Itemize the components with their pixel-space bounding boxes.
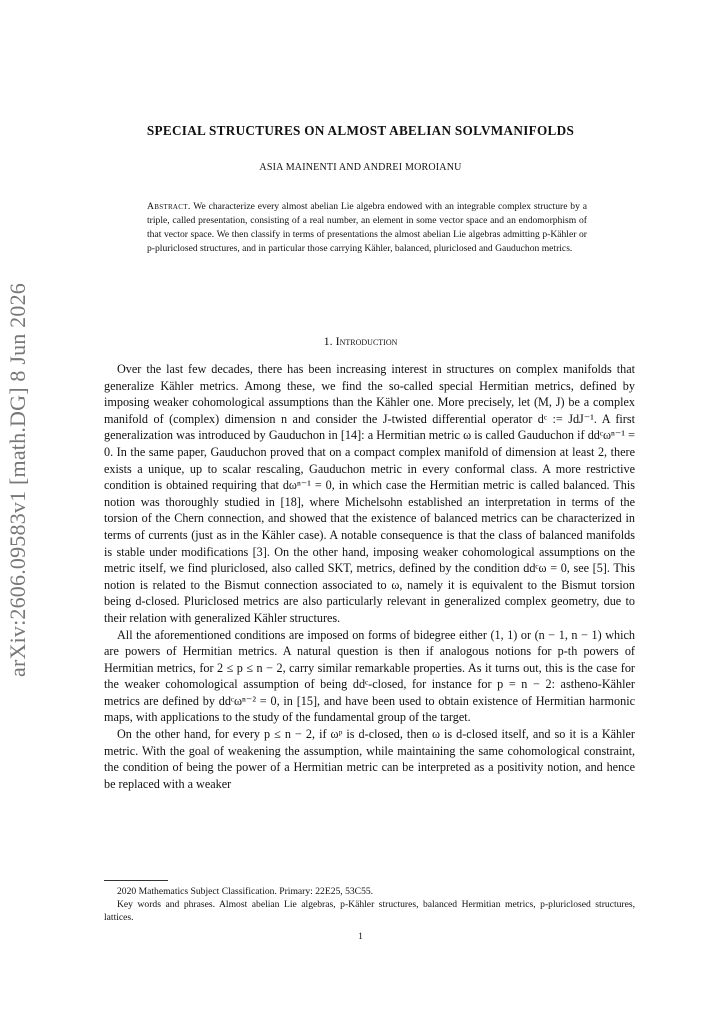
paper-title: SPECIAL STRUCTURES ON ALMOST ABELIAN SOLVMANIFOLDS: [146, 123, 575, 138]
arxiv-identifier-stamp: arXiv:2606.09583v1 [math.DG] 8 Jun 2026: [5, 283, 30, 677]
paragraph-2: All the aforementioned conditions are imposed on forms of bidegree either (1, 1) or (n − 1, n − 1) which are powers of Hermitian metrics. A natural question is then if analogous notions for p-th powers of Hermitian metrics, for 2 ≤ p ≤ n − 2, carry similar remarkable properties. As it turns out, this is the case for the weaker cohomological assumption of being ddᶜ-closed, for instance for p = n − 2: astheno-Kähler metrics are defined by ddᶜωⁿ⁻² = 0, in [15], and have been used to obtain existence of Hermitian harmonic maps, with applications to the study of the fundamental group of the target.: [104, 627, 635, 725]
footnote-divider: [104, 880, 168, 881]
paper-authors: ASIA MAINENTI AND ANDREI MOROIANU: [259, 162, 462, 173]
paragraph-1: Over the last few decades, there has been increasing interest in structures on complex manifolds that generalize Kähler metrics. Among these, we find the so-called special Hermitian metrics, defined by imposing weaker cohomological assumptions than the Kähler one. More precisely, let (M, J) be a complex manifold of (complex) dimension n and consider the J-twisted differential operator dᶜ := JdJ⁻¹. A first generalization was introduced by Gauduchon in [14]: a Hermitian metric ω is called Gauduchon if ddᶜωⁿ⁻¹ = 0. In the same paper, Gauduchon proved that on a compact complex manifold of dimension at least 2, there exists a unique, up to scalar rescaling, Gauduchon metric in every conformal class. A more restrictive condition is obtained requiring that dωⁿ⁻¹ = 0, in which case the Hermitian metric is called balanced. This notion was thoroughly studied in [18], where Michelsohn established an interpretation in terms of the torsion of the Chern connection, and showed that the existence of balanced metrics can be characterized in terms of currents (just as in the Kähler case). A notable consequence is that the class of balanced manifolds is stable under modifications [3]. On the other hand, imposing weaker cohomological assumptions on the metric itself, we find pluriclosed, also called SKT, metrics, defined by the condition ddᶜω = 0, see [5]. This notion is related to the Bismut connection associated to ω, namely it is equivalent to the Bismut torsion being d-closed. Pluriclosed metrics are also particularly relevant in generalized complex geometry, due to their relation with generalized Kähler structures.: [104, 362, 635, 625]
footnote-keywords: Key words and phrases. Almost abelian Lie algebras, p-Kähler structures, balanced Hermitian metrics, p-pluriclosed structures, lattices.: [104, 899, 635, 924]
body-text: [104, 361, 635, 792]
section-number: 1.: [323, 334, 333, 348]
abstract-text: We characterize every almost abelian Lie algebra endowed with an integrable complex structure by a triple, called presentation, consisting of a real number, an element in some vector space and an endomorphism of that vector space. We then classify in terms of presentations the almost abelian Lie algebras admitting p-Kähler or p-pluriclosed structures, and in particular those carrying Kähler, balanced, pluriclosed and Gauduchon metrics.: [147, 201, 587, 254]
footnote-msc: 2020 Mathematics Subject Classification. Primary: 22E25, 53C55.: [117, 886, 374, 897]
footnotes: [104, 885, 635, 925]
paragraph-3: On the other hand, for every p ≤ n − 2, if ωᵖ is d-closed, then ω is d-closed itself, and so it is a Kähler metric. With the goal of weakening the assumption, while maintaining the same cohomological constraint, the condition of being the power of a Hermitian metric can be interpreted as a positivity notion, and hence be replaced with a weaker: [104, 727, 635, 791]
section-title: Introduction: [335, 334, 398, 348]
abstract: [147, 200, 587, 256]
section-heading: [0, 334, 721, 349]
page-number: 1: [358, 931, 363, 942]
abstract-label: Abstract.: [147, 201, 191, 212]
